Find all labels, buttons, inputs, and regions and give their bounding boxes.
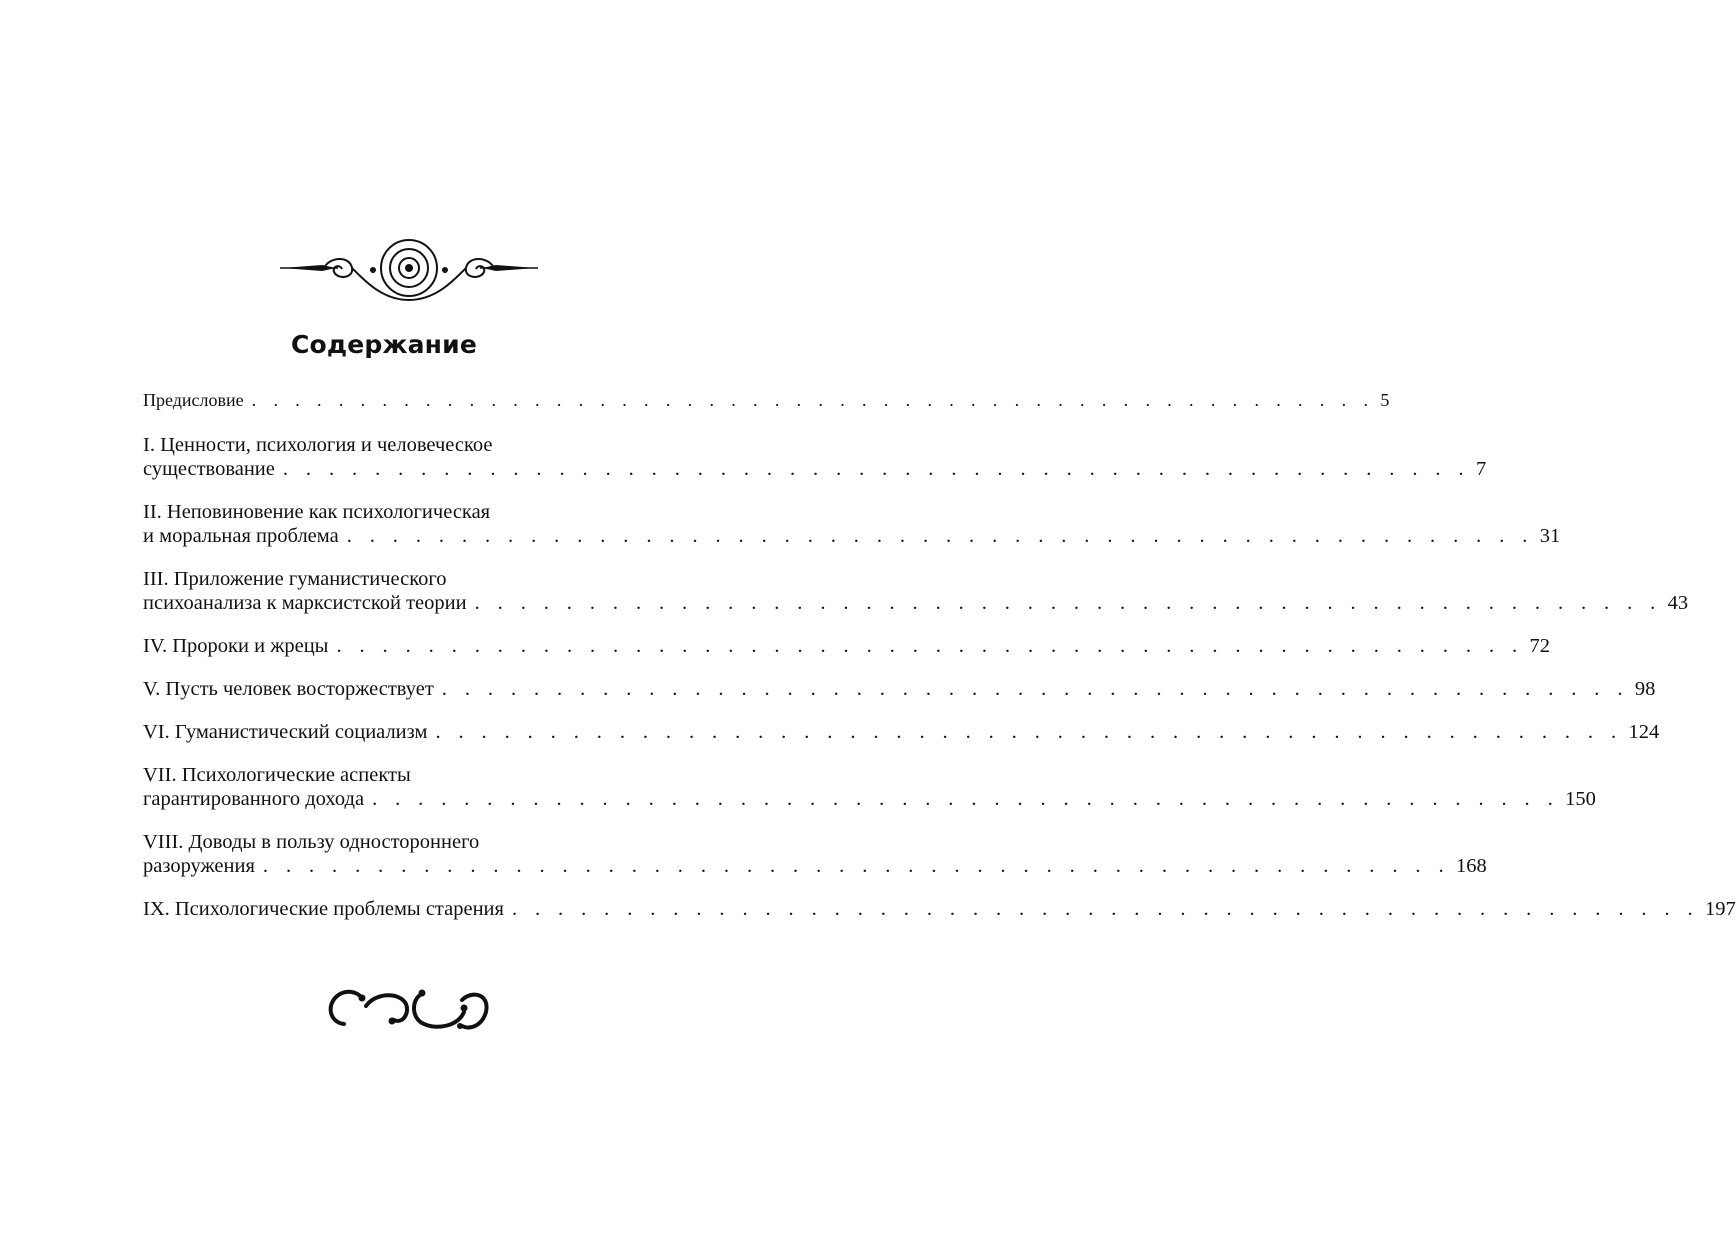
toc-entry-chapter-1 — [143, 433, 1487, 481]
leader-dots: . . . . . . . . . . . . . . . . . . . . . . . . . . . . . . . . . . . . . . . . . . . . . . . . . . . . — [251, 390, 1375, 410]
toc-entry-title: VI. Гуманистический социализм — [143, 721, 428, 743]
toc-entry-chapter-2 — [143, 500, 1561, 548]
leader-dots: . . . . . . . . . . . . . . . . . . . . . . . . . . . . . . . . . . . . . . . . . . . . . . . . . . . . — [441, 678, 1629, 700]
toc-entry-chapter-7 — [143, 763, 1596, 811]
toc-page-number: 7 — [1475, 458, 1487, 480]
toc-entry-title: I. Ценности, психология и человеческое — [143, 434, 493, 456]
toc-page-number: 98 — [1634, 678, 1656, 700]
leader-dots: . . . . . . . . . . . . . . . . . . . . . . . . . . . . . . . . . . . . . . . . . . . . . . . . . . . . — [346, 525, 1534, 547]
toc-page-number: 150 — [1565, 788, 1596, 810]
toc-entry-title: VIII. Доводы в пользу одностороннего — [143, 831, 480, 853]
leader-dots: . . . . . . . . . . . . . . . . . . . . . . . . . . . . . . . . . . . . . . . . . . . . . . . . . . . . — [435, 721, 1623, 743]
toc-entry-preface — [143, 388, 1390, 412]
toc-page-number: 197 — [1705, 898, 1736, 920]
toc-page-number: 124 — [1628, 721, 1660, 743]
toc-entry-title-continued: гарантированного дохода — [143, 788, 365, 810]
toc-page-number: 5 — [1380, 390, 1390, 410]
toc-entry-title: Предисловие — [143, 390, 244, 410]
toc-entry-title: IV. Пророки и жрецы — [143, 635, 329, 657]
toc-entry-title: II. Неповиновение как психологическая — [143, 501, 491, 523]
toc-page-number: 31 — [1539, 525, 1561, 547]
toc-entry-chapter-9 — [143, 897, 1736, 921]
toc-entry-title: VII. Психологические аспекты — [143, 764, 411, 786]
toc-entry-title-continued: существование — [143, 458, 275, 480]
toc-page-number: 43 — [1667, 592, 1689, 614]
toc-page-number: 72 — [1529, 635, 1551, 657]
bottom-flourish-ornament — [322, 984, 492, 1034]
leader-dots: . . . . . . . . . . . . . . . . . . . . . . . . . . . . . . . . . . . . . . . . . . . . . . . . . . . . — [372, 788, 1560, 810]
page-title: Содержание — [290, 330, 478, 359]
toc-entry-title-continued: разоружения — [143, 855, 255, 877]
toc-entry-chapter-4 — [143, 634, 1551, 658]
toc-entry-title: IX. Психологические проблемы старения — [143, 898, 504, 920]
leader-dots: . . . . . . . . . . . . . . . . . . . . . . . . . . . . . . . . . . . . . . . . . . . . . . . . . . . . — [511, 898, 1700, 920]
toc-entry-chapter-6 — [143, 720, 1660, 744]
toc-entry-title-continued: психоанализа к марксистской теории — [143, 592, 467, 614]
leader-dots: . . . . . . . . . . . . . . . . . . . . . . . . . . . . . . . . . . . . . . . . . . . . . . . . . . . . — [336, 635, 1524, 657]
toc-entry-title: V. Пусть человек восторжествует — [143, 678, 434, 700]
toc-entry-title-continued: и моральная проблема — [143, 525, 339, 547]
toc-entry-title: III. Приложение гуманистического — [143, 568, 447, 590]
toc-entry-chapter-8 — [143, 830, 1487, 878]
toc-page-number: 168 — [1455, 855, 1487, 877]
toc-entry-chapter-3 — [143, 567, 1689, 615]
top-flourish-ornament — [278, 234, 540, 302]
toc-entry-chapter-5 — [143, 677, 1656, 701]
leader-dots: . . . . . . . . . . . . . . . . . . . . . . . . . . . . . . . . . . . . . . . . . . . . . . . . . . . . — [282, 458, 1470, 480]
leader-dots: . . . . . . . . . . . . . . . . . . . . . . . . . . . . . . . . . . . . . . . . . . . . . . . . . . . . — [262, 855, 1450, 877]
leader-dots: . . . . . . . . . . . . . . . . . . . . . . . . . . . . . . . . . . . . . . . . . . . . . . . . . . . . — [474, 592, 1662, 614]
table-of-contents — [143, 388, 1736, 940]
